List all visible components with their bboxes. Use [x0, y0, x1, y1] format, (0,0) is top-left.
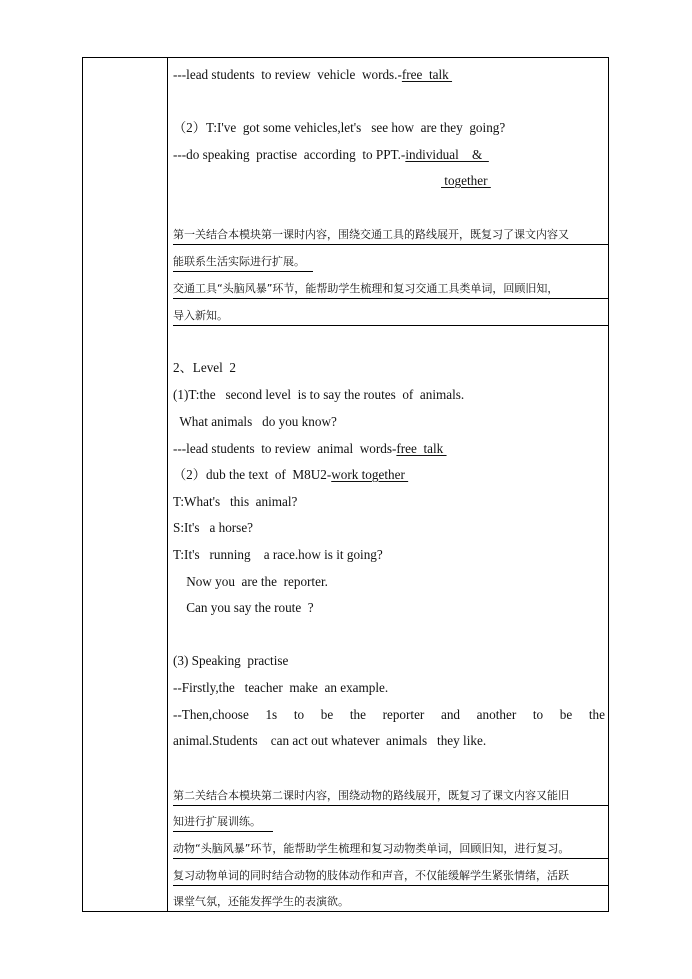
underlined-activity: free talk — [396, 441, 447, 456]
design-note — [173, 282, 609, 296]
text-line: What animals do you know? — [173, 414, 337, 429]
design-note — [173, 869, 609, 883]
lesson-plan-table — [82, 57, 609, 912]
note-underline — [173, 831, 273, 832]
note-text: 课堂气氛，还能发挥学生的表演欲。 — [173, 895, 349, 908]
text-span: ---lead students to review vehicle words.- — [173, 67, 402, 82]
subheading: (3) Speaking practise — [173, 653, 289, 668]
design-note — [173, 228, 609, 242]
text-line: --Firstly,the teacher make an example. — [173, 680, 389, 695]
underlined-activity: individual & — [405, 147, 489, 162]
design-note — [173, 789, 609, 803]
note-underline — [173, 298, 609, 299]
text-line: (1)T:the second level is to say the routes of animals. — [173, 387, 465, 402]
text-line — [173, 67, 452, 83]
note-underline — [173, 911, 313, 912]
dialogue-line: S:It's a horse? — [173, 520, 254, 535]
note-text: 能联系生活实际进行扩展。 — [173, 255, 305, 268]
text-span: ---lead students to review animal words- — [173, 441, 397, 456]
note-underline — [173, 885, 609, 886]
text-line — [173, 467, 408, 483]
note-text: 知进行扩展训练。 — [173, 815, 261, 828]
note-underline — [173, 325, 609, 326]
design-note — [173, 815, 609, 829]
text-span: （2）dub the text of M8U2- — [173, 467, 332, 482]
dialogue-line: Can you say the route ? — [173, 600, 314, 615]
design-note — [173, 895, 609, 909]
column-divider — [167, 58, 168, 911]
note-underline — [173, 805, 609, 806]
note-text: 复习动物单词的同时结合动物的肢体动作和声音，不仅能缓解学生紧张情绪，活跃 — [173, 869, 569, 882]
note-text: 第二关结合本模块第二课时内容，围绕动物的路线展开，既复习了课文内容又能旧 — [173, 789, 569, 802]
underlined-activity: work together — [331, 467, 409, 482]
note-underline — [173, 244, 609, 245]
design-note — [173, 842, 609, 856]
note-text: 交通工具“头脑风暴”环节，能帮助学生梳理和复习交通工具类单词，回顾旧知， — [173, 282, 559, 295]
underlined-activity: together — [441, 173, 491, 188]
text-line: --Then,choose 1s to be the reporter and another to be the — [173, 707, 605, 722]
note-underline — [173, 858, 609, 859]
note-text: 动物“头脑风暴”环节，能帮助学生梳理和复习动物类单词，回顾旧知，进行复习。 — [173, 842, 570, 855]
right-column-cell — [173, 58, 605, 911]
note-underline — [173, 271, 313, 272]
text-line — [173, 147, 489, 163]
dialogue-line: T:It's running a race.how is it going? — [173, 547, 383, 562]
note-text: 第一关结合本模块第一课时内容，围绕交通工具的路线展开，既复习了课文内容又 — [173, 228, 569, 241]
section-heading: 2、Level 2 — [173, 360, 236, 375]
underlined-activity: free talk — [401, 67, 453, 82]
text-line — [173, 441, 447, 457]
dialogue-line: Now you are the reporter. — [173, 574, 328, 589]
text-line — [441, 173, 491, 189]
design-note — [173, 309, 609, 323]
text-line: animal.Students can act out whatever animals they like. — [173, 733, 487, 748]
design-note — [173, 255, 609, 269]
left-column-cell — [83, 58, 167, 911]
note-text: 导入新知。 — [173, 309, 228, 322]
text-span: ---do speaking practise according to PPT.- — [173, 147, 406, 162]
dialogue-line: T:What's this animal? — [173, 494, 298, 509]
text-line: （2）T:I've got some vehicles,let's see how are they going? — [173, 120, 506, 135]
